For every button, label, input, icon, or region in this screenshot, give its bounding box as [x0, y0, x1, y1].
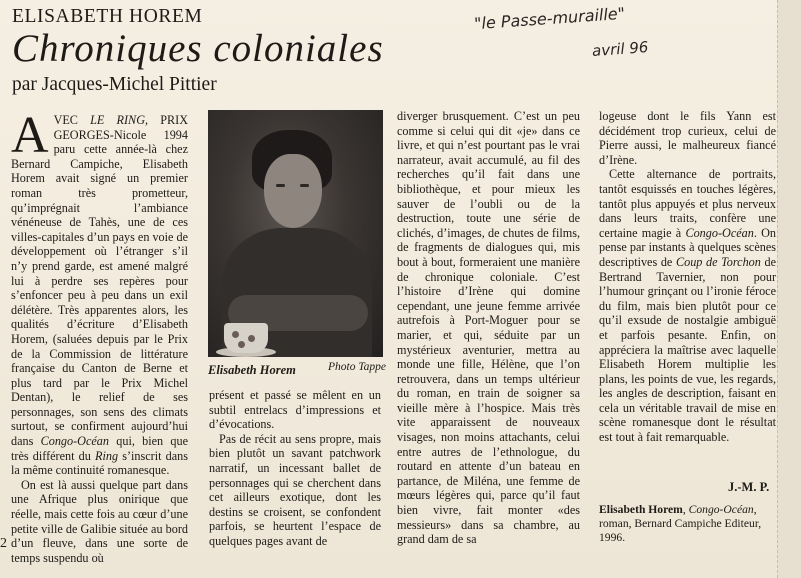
author-kicker: ELISABETH HOREM [12, 6, 203, 27]
article-column-1 [11, 107, 189, 565]
photo-caption: Elisabeth Horem [208, 363, 296, 377]
film-title: Coup de Torchon [675, 254, 761, 269]
paragraph: Pas de récit au sens propre, mais bien plutôt un savant patchwork narratif, un incessant ballet de personnages qui se cherchent dans cet ailleurs exotique, dont les destins se croisent, se confondent parfois, se heurtent l’espace de quelques pages avant de [209, 431, 381, 548]
lead-paragraph [11, 107, 189, 478]
photo-eye-shape [276, 184, 285, 187]
lead-text: , PRIX GEORGES-Nicole 1994 paru cette année-là chez Bernard Campiche, Elisabeth Horem avait signé un premier roman très prometteur, qu’imprégnait l’ambiance vénéneuse de Tahès, une de ces villes-capitales d’un pays en voie de développement où l’étranger s’il n’y prend garde, est amené malgré lui à perdre ses repères pour s’enfoncer peu à peu dans un exil délétère. Très apparentes alors, les qualités d’écriture d’Elisabeth Horem, (saluées depuis par le Prix de la Commission de littérature française du Canton de Berne et plus tard par le Prix Michel Dentan), le relief de ses personnages, son sens des climats surtout, se confirment aujourd’hui dans [11, 113, 189, 449]
book-title: Congo-Océan [40, 434, 109, 449]
photo-face-shape [264, 154, 322, 228]
lead-title-italic: LE RING [90, 113, 145, 127]
lead-smallcaps: VEC [53, 113, 91, 127]
handwritten-date-note: avril 96 [591, 38, 649, 60]
page-number: 2 [0, 536, 7, 551]
paragraph: Cette alternance de portraits, tantôt esquissés en touches légères, tantôt plus appuyés et plus nerveux dans leurs traits, confère une certaine magie à Congo-Océan. On pense par instants à quelques scènes descriptives de Coup de Torchon de Bertrand Tavernier, non pour l’humour grinçant ou l’ironie féroce du film, mais bien plutôt pour ce qu’il exsude de nostalgie ambiguë et parfois pesante. Enfin, on appréciera la maîtrise avec laquelle Elisabeth Horem multiplie les plans, les points de vue, les regards, les angles de description, faisant en cela un véritable travail de mise en scène romanesque dont le résultat est tout à fait remarquable. [599, 167, 777, 445]
article-column-2 [209, 388, 381, 549]
book-title-ring: Ring [95, 448, 119, 463]
photo-credit: Photo Tappe [328, 361, 387, 373]
handwritten-source-note: "le Passe-muraille" [473, 3, 626, 34]
page-edge [777, 0, 801, 578]
article-column-3 [397, 109, 580, 547]
paragraph-2: On est là aussi quelque part dans une Afrique plus onirique que réelle, mais cette fois au cœur d’une petite ville de Galibie située au bord d’un fleuve, dans une sorte de temps suspendu où [11, 477, 188, 565]
paragraph: présent et passé se mêlent en un subtil entrelacs d’impressions et d’évocations. [209, 388, 381, 432]
paragraph: logeuse dont le fils Yann est décidément trop curieux, celui de Pierre aussi, le malheureux fiancé d’Irène. [599, 109, 776, 167]
bibliography-details: roman, Bernard Campiche Editeur, 1996. [599, 517, 762, 545]
photo-cup-shape [224, 323, 268, 353]
book-title: Congo-Océan [685, 225, 754, 240]
byline: par Jacques-Michel Pittier [12, 74, 217, 95]
article-column-4 [599, 109, 776, 445]
bibliography-title: Congo-Océan [688, 503, 754, 516]
bibliography-author: Elisabeth Horem [599, 503, 683, 516]
lead-text-end: s’inscrit dans la même continuité romanesque. [11, 448, 188, 478]
paragraph: diverger brusquement. C’est un peu comme si celui qui dit «je» dans ce livre, et qui n’est pourtant pas le vrai narrateur, avait accumulé, au fil des recherches qu’il fait dans une bibliothèque, et pour mieux les sauver de l’oubli ou de la destruction, toute une série de clichés, d’images, de chutes de films, de fragments de dialogues qui, mis bout à bout, formeraient une manière de chronique coloniale. C’est l’histoire d’Irène qui domine cependant, une jeune femme arrivée autrefois à Port-Moguer pour se marier, et qui, séduite par un mystérieux aventurier, mettra au monde une fille, Hélène, que l’on retrouvera, dans un temps ultérieur du roman, en train de soigner sa vieille mère à l’hospice. Mais très vite apparaissent de nouveaux visages, non moins attachants, celui entre autres de l’ethnologue, du routard en attente d’un bateau en partance, de Miléna, une femme de mœurs légères qui, parce qu’il faut bien vivre, fait monter «des messieurs» dans sa chambre, au grand dam de sa [397, 109, 580, 547]
lead-text-mid: qui, bien que très différent du [11, 434, 188, 463]
drop-cap: A [11, 107, 49, 164]
author-signature: J.-M. P. [728, 480, 770, 494]
photo-eye-shape [300, 184, 309, 187]
bibliography-note: Elisabeth Horem, Congo-Océan, roman, Bernard Campiche Editeur, 1996. [599, 503, 762, 545]
headline: Chroniques coloniales [12, 27, 384, 70]
author-photo [208, 110, 383, 357]
